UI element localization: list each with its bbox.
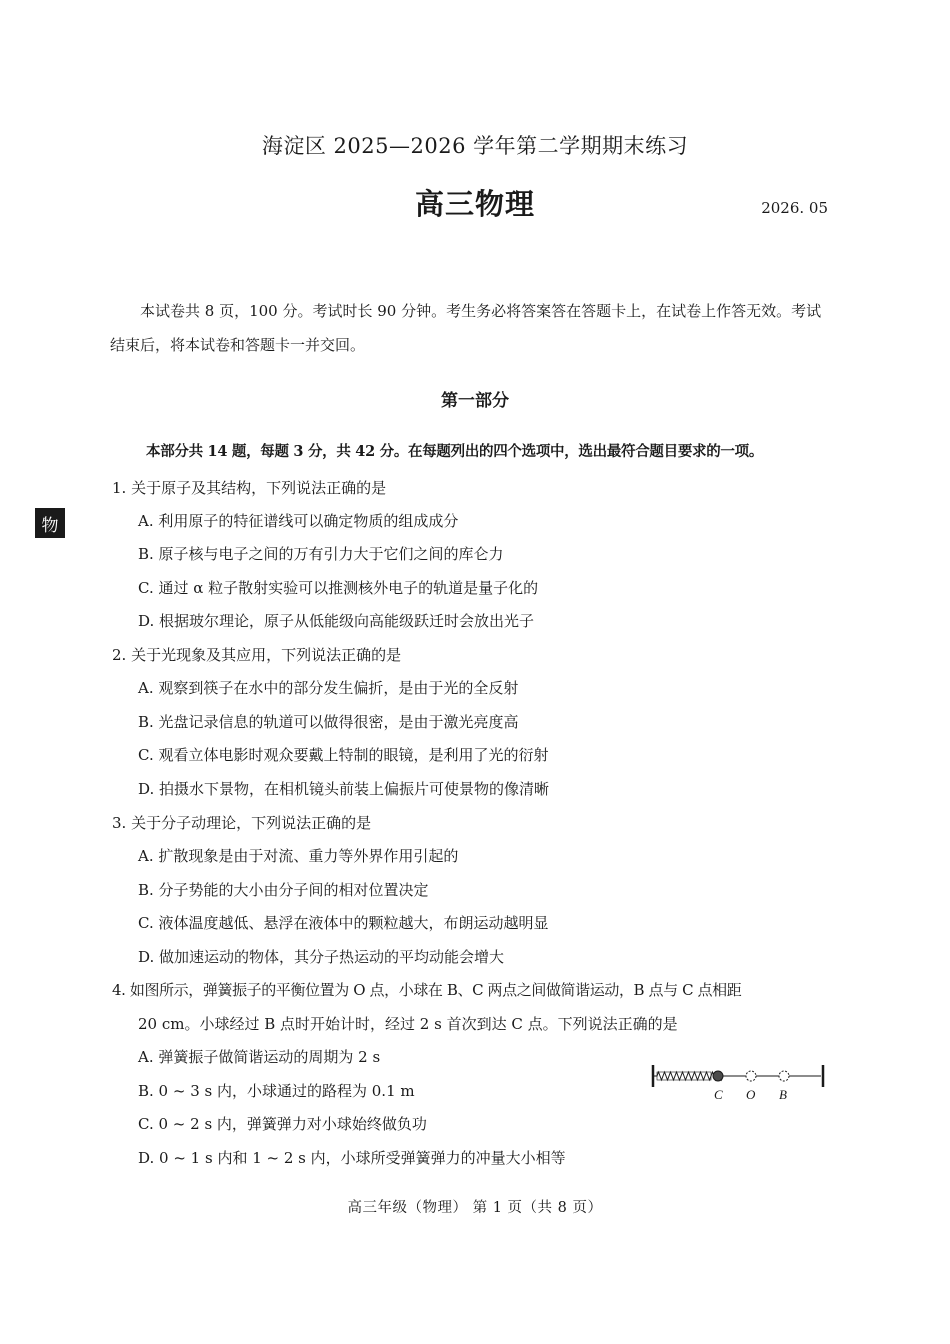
question-3-option-c: C. 液体温度越低、悬浮在液体中的颗粒越大，布朗运动越明显 (138, 914, 549, 932)
page-footer: 高三年级（物理） 第 1 页（共 8 页） (347, 1200, 603, 1216)
question-4-option-d: D. 0 ~ 1 s 内和 1 ~ 2 s 内，小球所受弹簧弹力的冲量大小相等 (138, 1149, 566, 1167)
exam-instructions: 本试卷共 8 页，100 分。考试时长 90 分钟。考生务必将答案答在答题卡上，在试卷上作答无效。考试结束后，将本试卷和答题卡一并交回。 (110, 302, 822, 354)
question-1-option-b: B. 原子核与电子之间的万有引力大于它们之间的库仑力 (138, 545, 504, 563)
subject-title: 高三物理 (414, 187, 535, 221)
question-4-option-c: C. 0 ~ 2 s 内，弹簧弹力对小球始终做负功 (138, 1115, 427, 1133)
ball-at-o (746, 1071, 756, 1081)
exam-date: 2026. 05 (761, 199, 828, 217)
spring-oscillator-diagram (645, 1060, 835, 1105)
question-2-option-b: B. 光盘记录信息的轨道可以做得很密，是由于激光亮度高 (138, 713, 519, 731)
question-3-option-d: D. 做加速运动的物体，其分子热运动的平均动能会增大 (138, 948, 505, 966)
question-2-option-c: C. 观看立体电影时观众要戴上特制的眼镜，是利用了光的衍射 (138, 746, 549, 764)
question-1-option-d: D. 根据玻尔理论，原子从低能级向高能级跃迁时会放出光子 (138, 612, 535, 630)
question-1-option-c: C. 通过 α 粒子散射实验可以推测核外电子的轨道是量子化的 (138, 579, 539, 597)
ball-at-b (779, 1071, 789, 1081)
label-c: C (714, 1087, 723, 1102)
question-3-option-a: A. 扩散现象是由于对流、重力等外界作用引起的 (138, 847, 459, 865)
question-2-option-a: A. 观察到筷子在水中的部分发生偏折，是由于光的全反射 (138, 679, 519, 697)
part-title: 第一部分 (441, 391, 509, 411)
question-1-stem: 1. 关于原子及其结构，下列说法正确的是 (112, 479, 387, 497)
ball-at-c (713, 1071, 723, 1081)
question-4-stem-line2: 20 cm。小球经过 B 点时开始计时，经过 2 s 首次到达 C 点。下列说法正确的是 (138, 1015, 678, 1033)
question-2-stem: 2. 关于光现象及其应用，下列说法正确的是 (112, 646, 402, 664)
question-4-stem: 4. 如图所示，弹簧振子的平衡位置为 O 点，小球在 B、C 两点之间做简谐运动，B 点与 C 点相距 (112, 981, 742, 999)
question-3-stem: 3. 关于分子动理论，下列说法正确的是 (112, 814, 372, 832)
question-4-option-b: B. 0 ~ 3 s 内，小球通过的路程为 0.1 m (138, 1082, 415, 1100)
question-1-option-a: A. 利用原子的特征谱线可以确定物质的组成成分 (138, 512, 459, 530)
question-2-option-d: D. 拍摄水下景物，在相机镜头前装上偏振片可使景物的像清晰 (138, 780, 550, 798)
label-o: O (746, 1087, 756, 1102)
question-3-option-b: B. 分子势能的大小由分子间的相对位置决定 (138, 881, 429, 899)
exam-title: 海淀区 2025—2026 学年第二学期期末练习 (261, 134, 689, 158)
subject-side-tab: 物 (35, 508, 65, 538)
label-b: B (779, 1087, 787, 1102)
part-description: 本部分共 14 题，每题 3 分，共 42 分。在每题列出的四个选项中，选出最符合题目要求的一项。 (146, 443, 764, 460)
question-4-option-a: A. 弹簧振子做简谐运动的周期为 2 s (138, 1048, 381, 1066)
